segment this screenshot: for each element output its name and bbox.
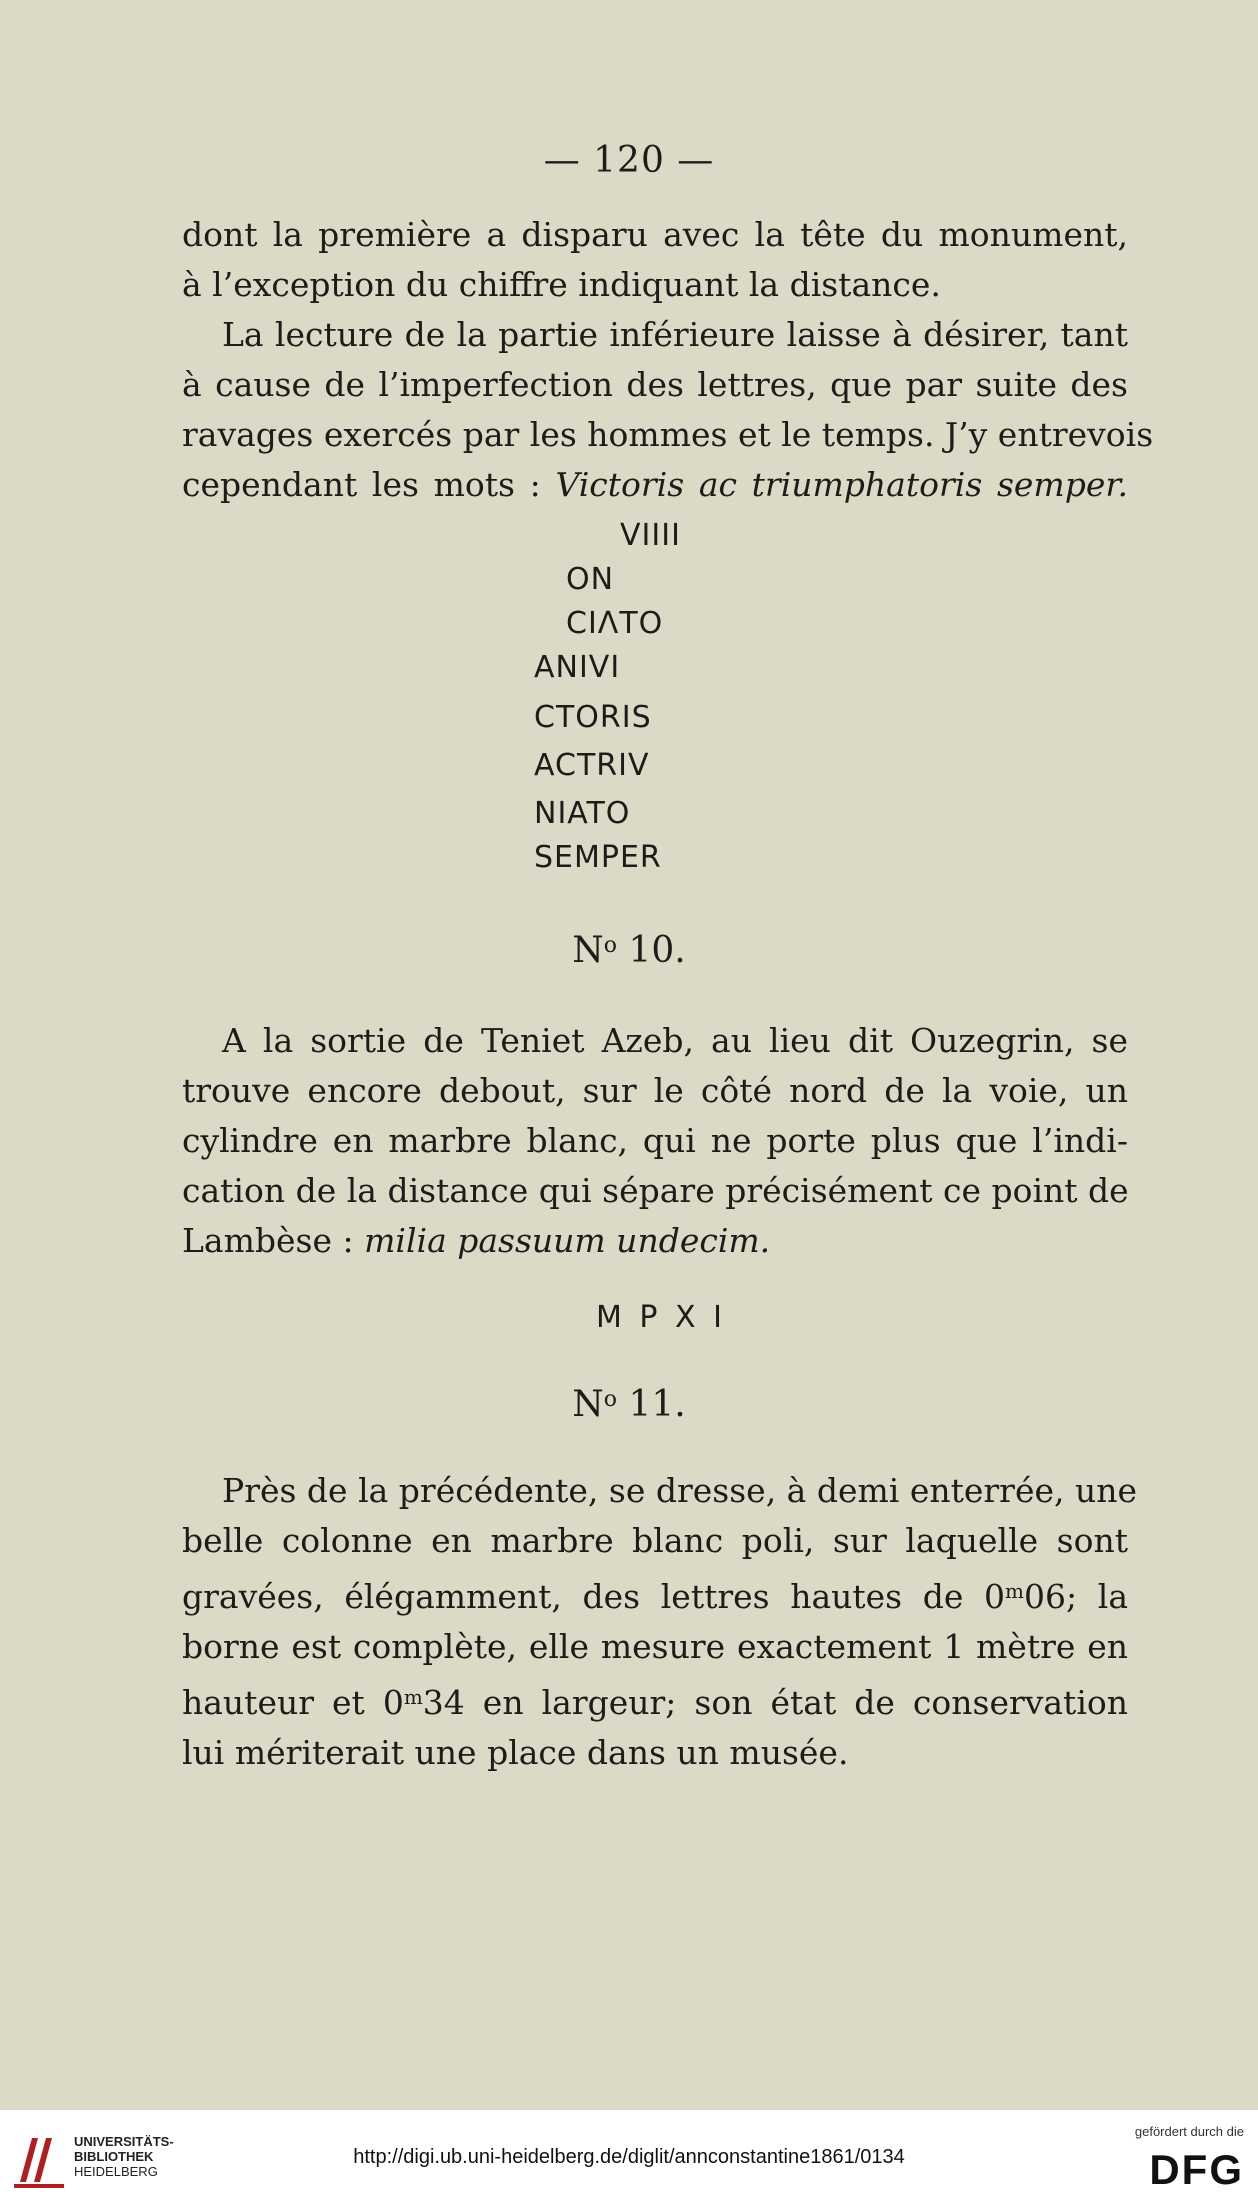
text-fragment: cependant les mots :: [182, 465, 541, 504]
library-line: HEIDELBERG: [74, 2164, 158, 2179]
heading-sup: o: [603, 1387, 618, 1412]
superscript: m: [1005, 1579, 1025, 1603]
heading-number: 10.: [617, 930, 686, 971]
text-line: lui mériterait une place dans un musée.: [182, 1733, 849, 1772]
latin-italic: Victoris ac triumphatoris semper.: [555, 465, 1128, 504]
text-fragment: hauteur et 0: [182, 1683, 404, 1722]
heading-number: 11.: [617, 1384, 686, 1425]
section-heading-11: [0, 1384, 1258, 1425]
inscription-line: ON: [566, 562, 615, 597]
library-line: UNIVERSITÄTS-: [74, 2134, 174, 2149]
text-fragment: gravées, élégamment, des lettres hautes de 0: [182, 1577, 1006, 1616]
inscription-line: NIATO: [534, 796, 631, 831]
text-line: à l’exception du chiffre indiquant la distance.: [182, 265, 941, 304]
library-line: BIBLIOTHEK: [74, 2149, 154, 2164]
inscription-line: SEMPER: [534, 840, 662, 875]
text-fragment: 34 en largeur; son état de conservation: [422, 1683, 1128, 1722]
text-line: borne est complète, elle mesure exactement 1 mètre en: [182, 1627, 1128, 1666]
inscription-line: VIIII: [620, 518, 681, 553]
text-line: dont la première a disparu avec la tête du monument,: [182, 215, 1128, 254]
text-line: trouve encore debout, sur le côté nord de la voie, un: [182, 1071, 1128, 1110]
inscription-line: CTORIS: [534, 700, 652, 735]
text-line: [182, 1672, 1128, 1728]
text-line: belle colonne en marbre blanc poli, sur laquelle sont: [182, 1521, 1128, 1560]
source-url-link[interactable]: http://digi.ub.uni-heidelberg.de/diglit/annconstantine1861/0134: [353, 2146, 905, 2168]
text-line: ravages exercés par les hommes et le temps. J’y entrevois: [182, 415, 1154, 454]
heading-sup: o: [603, 933, 618, 958]
text-fragment: 06; la: [1024, 1577, 1128, 1616]
paragraph-1: [182, 210, 1128, 310]
text-line: cation de la distance qui sépare précisément ce point de: [182, 1171, 1129, 1210]
section-heading-10: [0, 930, 1258, 971]
text-line: à cause de l’imperfection des lettres, que par suite des: [182, 365, 1128, 404]
text-line: [182, 1566, 1128, 1622]
text-line: A la sortie de Teniet Azeb, au lieu dit Ouzegrin, se: [222, 1021, 1128, 1060]
text-line: [182, 1216, 1128, 1266]
inscription-mpxi: M P X I: [596, 1300, 726, 1335]
text-line: [182, 460, 1128, 510]
heading-prefix: N: [572, 930, 604, 971]
superscript: m: [403, 1685, 423, 1709]
footer-bar: [0, 2110, 1258, 2201]
page-number: — 120 —: [543, 140, 715, 181]
funded-by-label: gefördert durch die: [1134, 2124, 1244, 2139]
heading-prefix: N: [572, 1384, 604, 1425]
inscription-line: ANIVI: [534, 650, 621, 685]
paragraph-3: [182, 1016, 1128, 1266]
text-line: La lecture de la partie inférieure laisse à désirer, tant: [222, 315, 1128, 354]
text-fragment: Lambèse :: [182, 1221, 354, 1260]
text-line: Près de la précédente, se dresse, à demi enterrée, une: [222, 1471, 1138, 1510]
dfg-logo: DFG: [1149, 2146, 1244, 2193]
inscription-line: CIΛTO: [566, 606, 664, 641]
paragraph-2: [182, 310, 1154, 510]
paragraph-4: [182, 1466, 1138, 1778]
inscription-line: ACTRIV: [534, 748, 650, 783]
latin-italic: milia passuum undecim.: [364, 1221, 771, 1260]
text-line: cylindre en marbre blanc, qui ne porte plus que l’indi-: [182, 1121, 1128, 1160]
